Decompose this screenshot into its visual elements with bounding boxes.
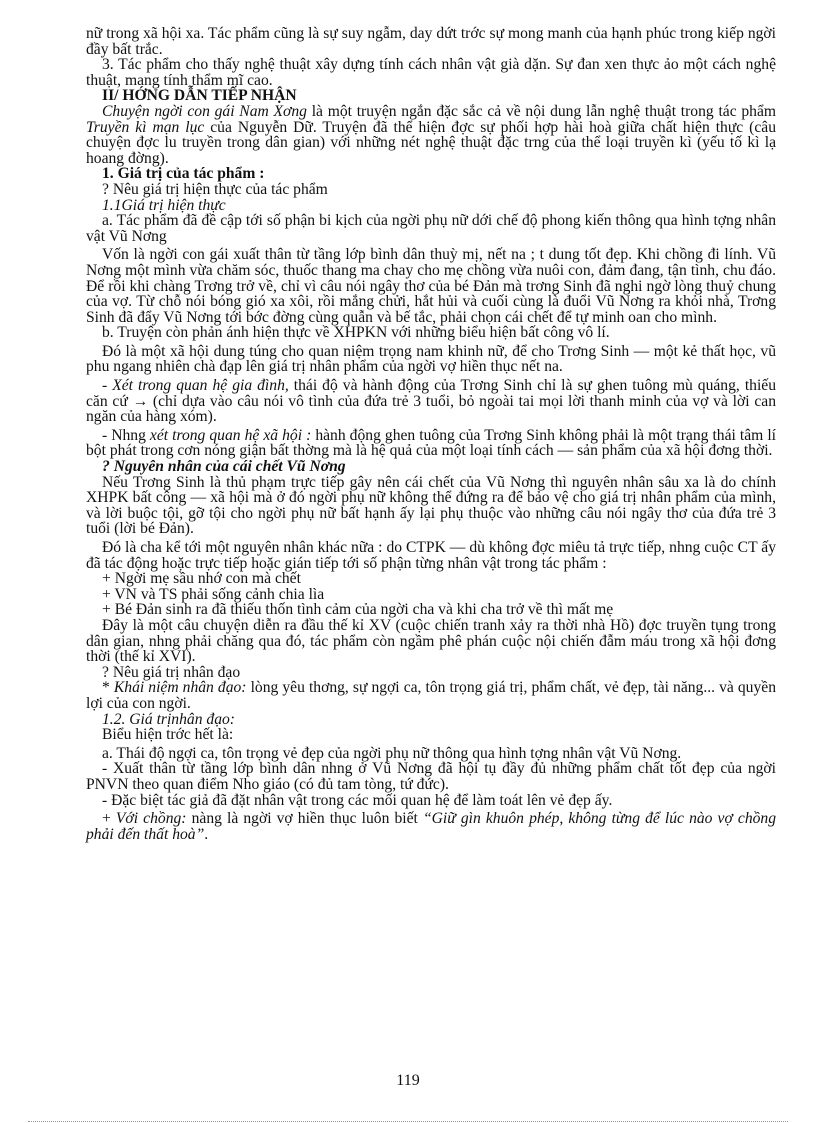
paragraph xyxy=(86,378,776,425)
text-run: Chuyện ngời con gái Nam Xơng xyxy=(102,102,307,120)
paragraph xyxy=(86,811,776,842)
text-run: Xét trong quan hệ gia đình, xyxy=(112,377,289,395)
paragraph xyxy=(86,475,776,537)
text-run: lòng yêu thơng, sự ngợi ca, tôn trọng giá trị, phẩm chất, vẻ đẹp, tài năng... và quyền lợi của con ngời. xyxy=(86,679,776,712)
paragraph xyxy=(86,213,776,244)
text-run: xét trong quan hệ xã hội : xyxy=(149,426,312,444)
paragraph xyxy=(86,761,776,792)
text-run: của Nguyễn Dữ. Truyện đã thể hiện đợc sự phối hợp hài hoà giữa chất hiện thực (câu chuyện đợc lu truyền trong dân gian) với những nét nghệ thuật đặc trng của thể loại truyền kì (yếu tố kì lạ hoang đờng). xyxy=(86,118,776,167)
text-run: là một truyện ngắn đặc sắc cả về nội dung lẫn nghệ thuật trong tác phẩm xyxy=(306,102,777,120)
paragraph xyxy=(86,428,776,459)
text-run: Khái niệm nhân đạo: xyxy=(113,679,247,697)
paragraph xyxy=(86,618,776,665)
text-run: - Xuất thân từ tầng lớp bình dân nhng ở Vũ Nơng đã hội tụ đầy đủ những phẩm chất tốt đẹp của ngời PNVN theo quan điểm Nho giáo (có đủ tam tòng, tứ đức). xyxy=(86,760,776,793)
text-run: - xyxy=(102,377,113,395)
text-run: b. Truyện còn phản ánh hiện thực về XHPKN với những biểu hiện bất công vô lí. xyxy=(102,324,610,342)
text-run: . xyxy=(204,825,209,843)
text-run: ? Nêu giá trị hiện thực của tác phẩm xyxy=(102,180,328,198)
text-run: Vốn là ngời con gái xuất thân từ tầng lớp bình dân thuỳ mị, nết na ; t dung tốt đẹp. Khi chồng đi lính. Vũ Nơng một mình vừa chăm sóc, thuốc thang ma chay cho mẹ chồng vừa nuôi con, đảm đang, tận tình, chu đáo. Để rồi khi chàng Trơng trở về, chỉ vì câu nói ngây thơ của bé Đản mà trơng Sinh đã nghi ngờ lòng thuỷ chung của vợ. Từ chỗ nói bóng gió xa xôi, rồi mắng chửi, hắt hủi và cuối cùng là đuổi Vũ Nơng ra khỏi nhà, Trơng Sinh đã đẩy Vũ Nơng tới bớc đờng cùng quẫn và bế tắc, phải chọn cái chết để tự minh oan cho mình. xyxy=(86,246,776,326)
text-run: a. Tác phẩm đã đề cập tới số phận bi kịch của ngời phụ nữ dới chế độ phong kiến thông qua hình tợng nhân vật Vũ Nơng xyxy=(86,212,776,245)
text-run: - Nhng xyxy=(102,426,150,444)
paragraph xyxy=(86,540,776,571)
page-number: 119 xyxy=(396,1072,420,1089)
paragraph xyxy=(86,571,776,587)
paragraph xyxy=(86,665,776,681)
text-run: a. Thái độ ngợi ca, tôn trọng vẻ đẹp của ngời phụ nữ thông qua hình tợng nhân vật Vũ Nơng. xyxy=(102,744,682,762)
text-run: Với chồng: xyxy=(115,810,187,828)
text-run: 1.1Giá trị hiện thực xyxy=(102,196,226,214)
paragraph xyxy=(86,746,776,762)
text-run: 1. Giá trị của tác phẩm : xyxy=(102,165,265,183)
text-run: ? Nguyên nhân của cái chết Vũ Nơng xyxy=(102,458,346,476)
paragraph xyxy=(86,459,776,475)
paragraph xyxy=(86,325,776,341)
text-run: - Đặc biệt tác giả đã đặt nhân vật trong các mối quan hệ để làm toát lên vẻ đẹp ấy. xyxy=(102,791,613,809)
paragraph xyxy=(86,344,776,375)
paragraph xyxy=(86,198,776,214)
text-run: * xyxy=(102,679,114,697)
text-run: Biểu hiện trớc hết là: xyxy=(102,726,234,744)
text-run: Đó là cha kể tới một nguyên nhân khác nữa : do CTPK — dù không đợc miêu tả trực tiếp, nhng cuộc CT ấy đã tác động hoặc trực tiếp hoặc gián tiếp tới số phận từng nhân vật trong tác phẩm : xyxy=(86,539,776,572)
paragraph xyxy=(86,88,776,104)
paragraph xyxy=(86,712,776,728)
text-run: Nếu Trơng Sinh là thủ phạm trực tiếp gây nên cái chết của Vũ Nơng thì nguyên nhân sâu xa là do chính XHPK bất công — xã hội mà ở đó ngời phụ nữ không thể đứng ra để bảo vệ cho giá trị nhân phẩm của mình, và lời buộc tội, gỡ tội cho ngời phụ nữ bất hạnh ấy lại phụ thuộc vào những câu nói ngây thơ của đứa trẻ 3 tuổi (lời bé Đản). xyxy=(86,473,776,538)
footer-dotted-rule xyxy=(28,1121,788,1122)
text-run: Đây là một câu chuyện diễn ra đầu thế kỉ XV (cuộc chiến tranh xảy ra thời nhà Hồ) đợc truyền tụng trong dân gian, nhng phải chăng qua đó, tác phẩm còn ngầm phê phán cuộc nội chiến đẫm máu trong xã hội đơng thời (thế kỉ XVI). xyxy=(86,616,776,666)
paragraph xyxy=(86,587,776,603)
paragraph xyxy=(86,104,776,166)
text-run: + Bé Đản sinh ra đã thiếu thốn tình cảm của ngời cha và khi cha trở về thì mất mẹ xyxy=(102,601,614,619)
paragraph xyxy=(86,182,776,198)
text-run: Truyền kì mạn lục xyxy=(86,118,205,136)
text-run: + VN và TS phải sống cảnh chia lìa xyxy=(102,585,325,603)
document-body xyxy=(86,26,776,842)
text-run: nữ trong xã hội xa. Tác phẩm cũng là sự suy ngẫm, day dứt trớc sự mong manh của hạnh phúc trong kiếp ngời đầy bất trắc. xyxy=(86,25,776,58)
paragraph xyxy=(86,602,776,618)
paragraph xyxy=(86,680,776,711)
text-run: ? Nêu giá trị nhân đạo xyxy=(102,663,241,681)
text-run: nàng là ngời vợ hiền thục luôn biết xyxy=(186,810,423,828)
paragraph xyxy=(86,247,776,325)
paragraph xyxy=(86,727,776,743)
text-run: hành động ghen tuông của Trơng Sinh không phải là một trạng thái tâm lí bột phát trong cơn nóng giận bất thờng mà là hệ quả của một loại tính cách — sản phẩm của xã hội đơng thời. xyxy=(86,426,776,460)
text-run: thái độ và hành động của Trơng Sinh chỉ là sự ghen tuông mù quáng, thiếu căn cứ → (chỉ dựa vào câu nói vô tình của đứa trẻ 3 tuổi, bỏ ngoài tai mọi lời thanh minh của vợ và lời can ngăn của hàng xóm). xyxy=(86,377,777,426)
paragraph xyxy=(86,166,776,182)
text-run: 1.2. Giá trịnhân đạo: xyxy=(102,710,235,728)
text-run: + xyxy=(102,810,116,828)
text-run: “Giữ gìn khuôn phép, không từng để lúc nào vợ chồng phải đến thất hoà” xyxy=(86,810,777,843)
text-run: 3. Tác phẩm cho thấy nghệ thuật xây dựng tính cách nhân vật già dặn. Sự đan xen thực ảo một cách nghệ thuật, mang tính thẩm mĩ cao. xyxy=(86,56,776,89)
paragraph xyxy=(86,57,776,88)
text-run: Đó là một xã hội dung túng cho quan niệm trọng nam khinh nữ, để cho Trơng Sinh — một kẻ thất học, vũ phu ngang nhiên chà đạp lên giá trị nhân phẩm của ngời vợ hiền thục nết na. xyxy=(86,342,776,376)
text-run: + Ngời mẹ sầu nhớ con mà chết xyxy=(102,570,301,588)
text-run: II/ HỚNG DẪN TIẾP NHẬN xyxy=(102,87,297,105)
paragraph xyxy=(86,793,776,809)
paragraph xyxy=(86,26,776,57)
